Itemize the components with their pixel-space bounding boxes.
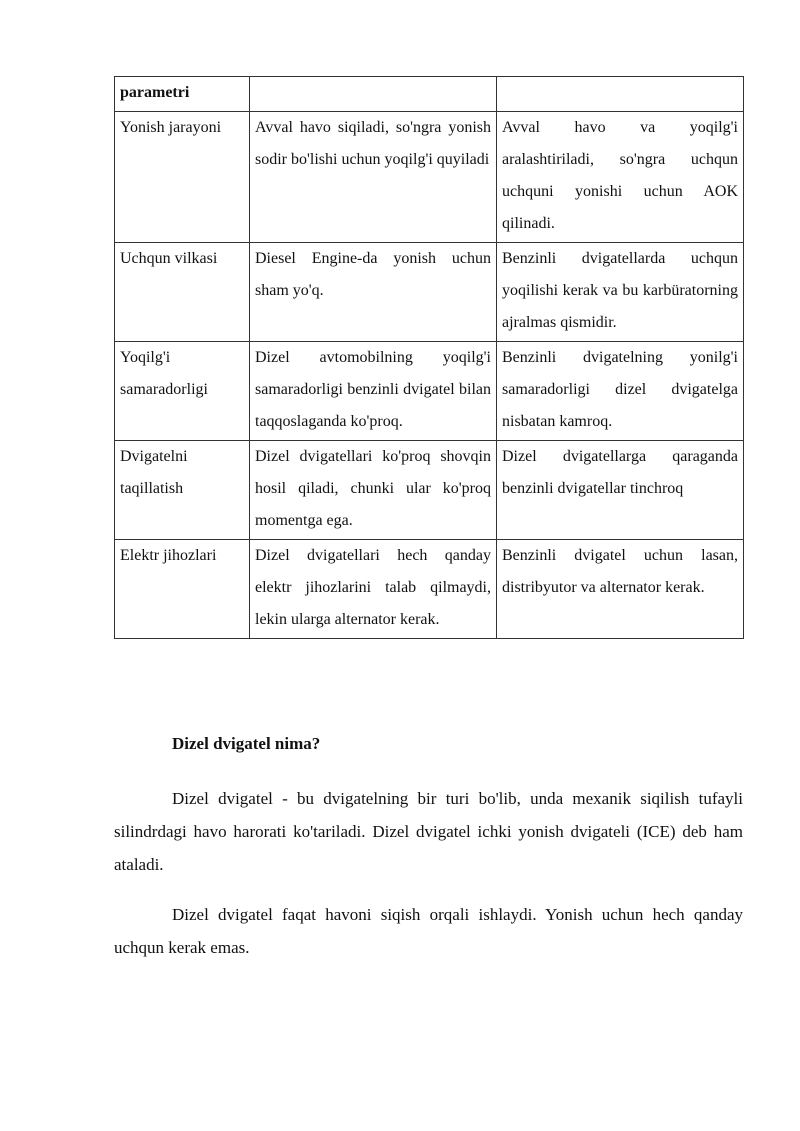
body-paragraph: Dizel dvigatel faqat havoni siqish orqali ishlaydi. Yonish uchun hech qanday uchqun kerak emas.	[114, 905, 743, 957]
comparison-table	[114, 76, 744, 639]
table-cell: Avval havo siqiladi, so'ngra yonish sodir bo'lishi uchun yoqilg'i quyiladi	[250, 112, 497, 243]
table-cell: Dizel dvigatellarga qaraganda benzinli dvigatellar tinchroq	[497, 441, 744, 540]
table-cell: Dizel dvigatellari hech qanday elektr jihozlarini talab qilmaydi, lekin ularga alternator kerak.	[250, 540, 497, 639]
table-cell: Elektr jihozlari	[115, 540, 250, 639]
table-cell: Dvigatelni taqillatish	[115, 441, 250, 540]
body-paragraph: Dizel dvigatel - bu dvigatelning bir turi bo'lib, unda mexanik siqilish tufayli silindrdagi havo harorati ko'tariladi. Dizel dvigatel ichki yonish dvigateli (ICE) deb ham ataladi.	[114, 789, 743, 874]
table-cell: Yonish jarayoni	[115, 112, 250, 243]
table-row	[115, 112, 744, 243]
table-row	[115, 243, 744, 342]
table-cell	[497, 77, 744, 112]
table-cell: Benzinli dvigatelning yonilg'i samaradorligi dizel dvigatelga nisbatan kamroq.	[497, 342, 744, 441]
table-cell: Diesel Engine-da yonish uchun sham yo'q.	[250, 243, 497, 342]
table-cell: parametri	[115, 77, 250, 112]
section-heading: Dizel dvigatel nima?	[172, 734, 321, 753]
table-cell: Yoqilg'i samaradorligi	[115, 342, 250, 441]
table-cell	[250, 77, 497, 112]
table-cell: Uchqun vilkasi	[115, 243, 250, 342]
table-header-row	[115, 77, 744, 112]
table-row	[115, 441, 744, 540]
table-cell: Avval havo va yoqilg'i aralashtiriladi, so'ngra uchqun uchquni yonishi uchun AOK qilinadi.	[497, 112, 744, 243]
table-row	[115, 342, 744, 441]
table-row	[115, 540, 744, 639]
table-cell: Benzinli dvigatellarda uchqun yoqilishi kerak va bu karbüratorning ajralmas qismidir.	[497, 243, 744, 342]
table-cell: Benzinli dvigatel uchun lasan, distribyutor va alternator kerak.	[497, 540, 744, 639]
table-cell: Dizel dvigatellari ko'proq shovqin hosil qiladi, chunki ular ko'proq momentga ega.	[250, 441, 497, 540]
table-cell: Dizel avtomobilning yoqilg'i samaradorligi benzinli dvigatel bilan taqqoslaganda ko'proq.	[250, 342, 497, 441]
